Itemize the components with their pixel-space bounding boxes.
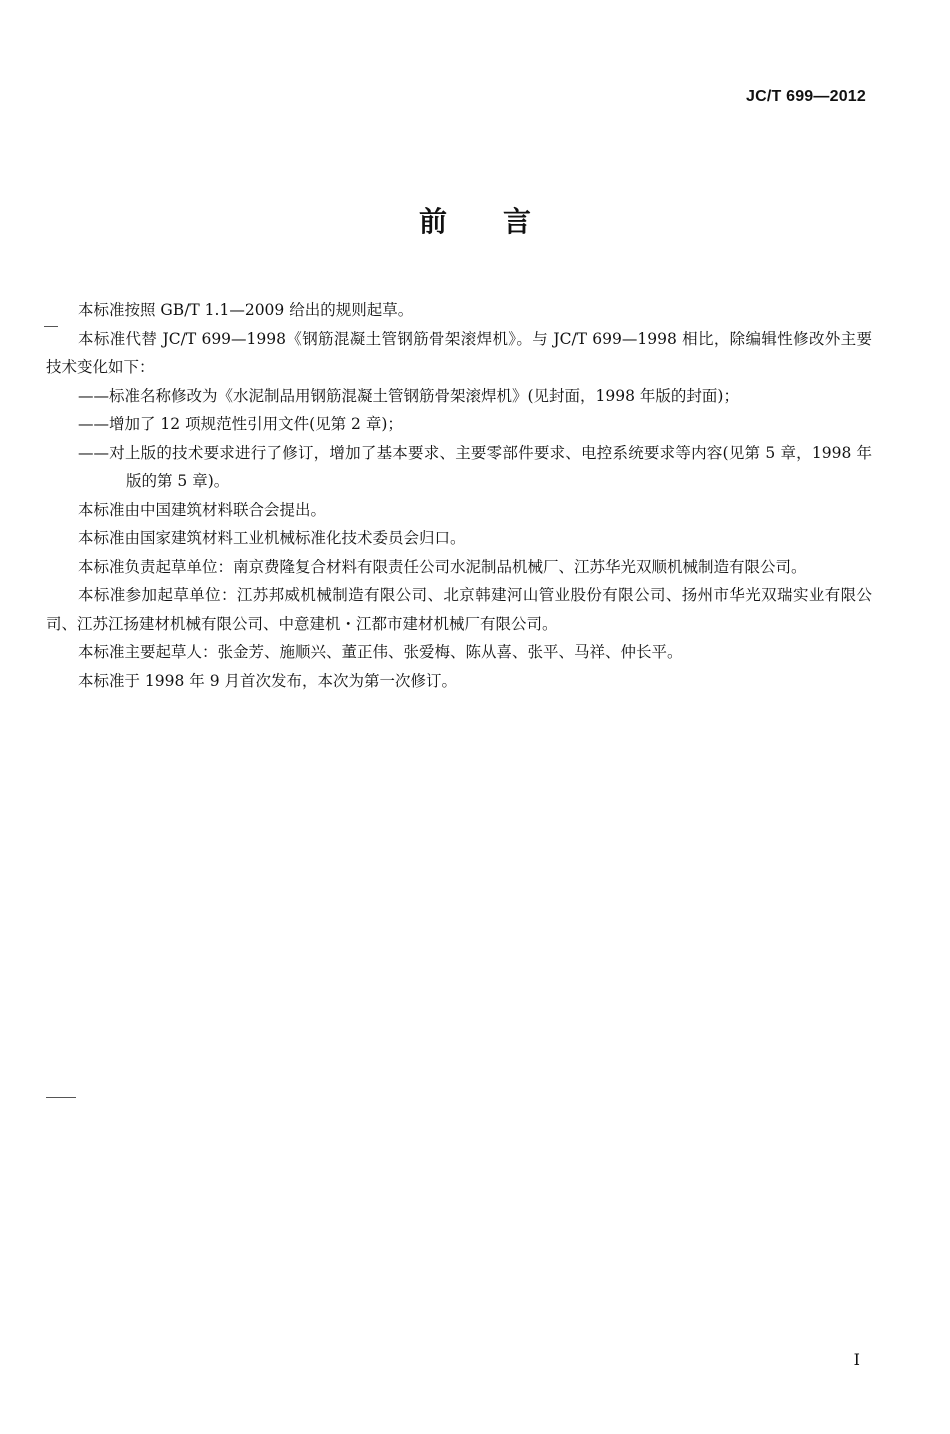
scan-mark (46, 1097, 76, 1098)
change-item-requirements: ——对上版的技术要求进行了修订，增加了基本要求、主要零部件要求、电控系统要求等内容(见第 5 章，1998 年版的第 5 章)。 (78, 443, 872, 490)
scan-mark (44, 326, 58, 327)
page-number: I (853, 1350, 860, 1369)
paragraph-participating-drafters: 本标准参加起草单位：江苏邦威机械制造有限公司、北京韩建河山管业股份有限公司、扬州市华光双瑞实业有限公司、江苏江扬建材机械有限公司、中意建机・江都市建材机械厂有限公司。 (46, 586, 872, 633)
paragraph-proposed-by: 本标准由中国建筑材料联合会提出。 (78, 500, 327, 519)
page-title: 前言 (418, 205, 587, 238)
change-item-references: ——增加了 12 项规范性引用文件(见第 2 章)； (78, 415, 403, 433)
foreword-body (46, 296, 872, 695)
paragraph-main-drafters: 本标准主要起草人：张金芳、施顺兴、董正伟、张爱梅、陈从喜、张平、马祥、仲长平。 (78, 643, 683, 661)
paragraph-replaces: 本标准代替 JC/T 699—1998《钢筋混凝土管钢筋骨架滚焊机》。与 JC/T 699—1998 相比，除编辑性修改外主要技术变化如下： (46, 329, 872, 376)
change-item-name: ——标准名称修改为《水泥制品用钢筋混凝土管钢筋骨架滚焊机》(见封面，1998 年版的封面)； (78, 386, 739, 405)
paragraph-centralized-by: 本标准由国家建筑材料工业机械标准化技术委员会归口。 (78, 529, 466, 547)
paragraph-first-issued: 本标准于 1998 年 9 月首次发布，本次为第一次修订。 (78, 671, 458, 690)
paragraph-lead-drafters: 本标准负责起草单位：南京费隆复合材料有限责任公司水泥制品机械厂、江苏华光双顺机械制造有限公司。 (78, 557, 807, 576)
standard-number: JC/T 699—2012 (745, 88, 866, 105)
paragraph-drafting-rules: 本标准按照 GB/T 1.1—2009 给出的规则起草。 (78, 301, 414, 319)
